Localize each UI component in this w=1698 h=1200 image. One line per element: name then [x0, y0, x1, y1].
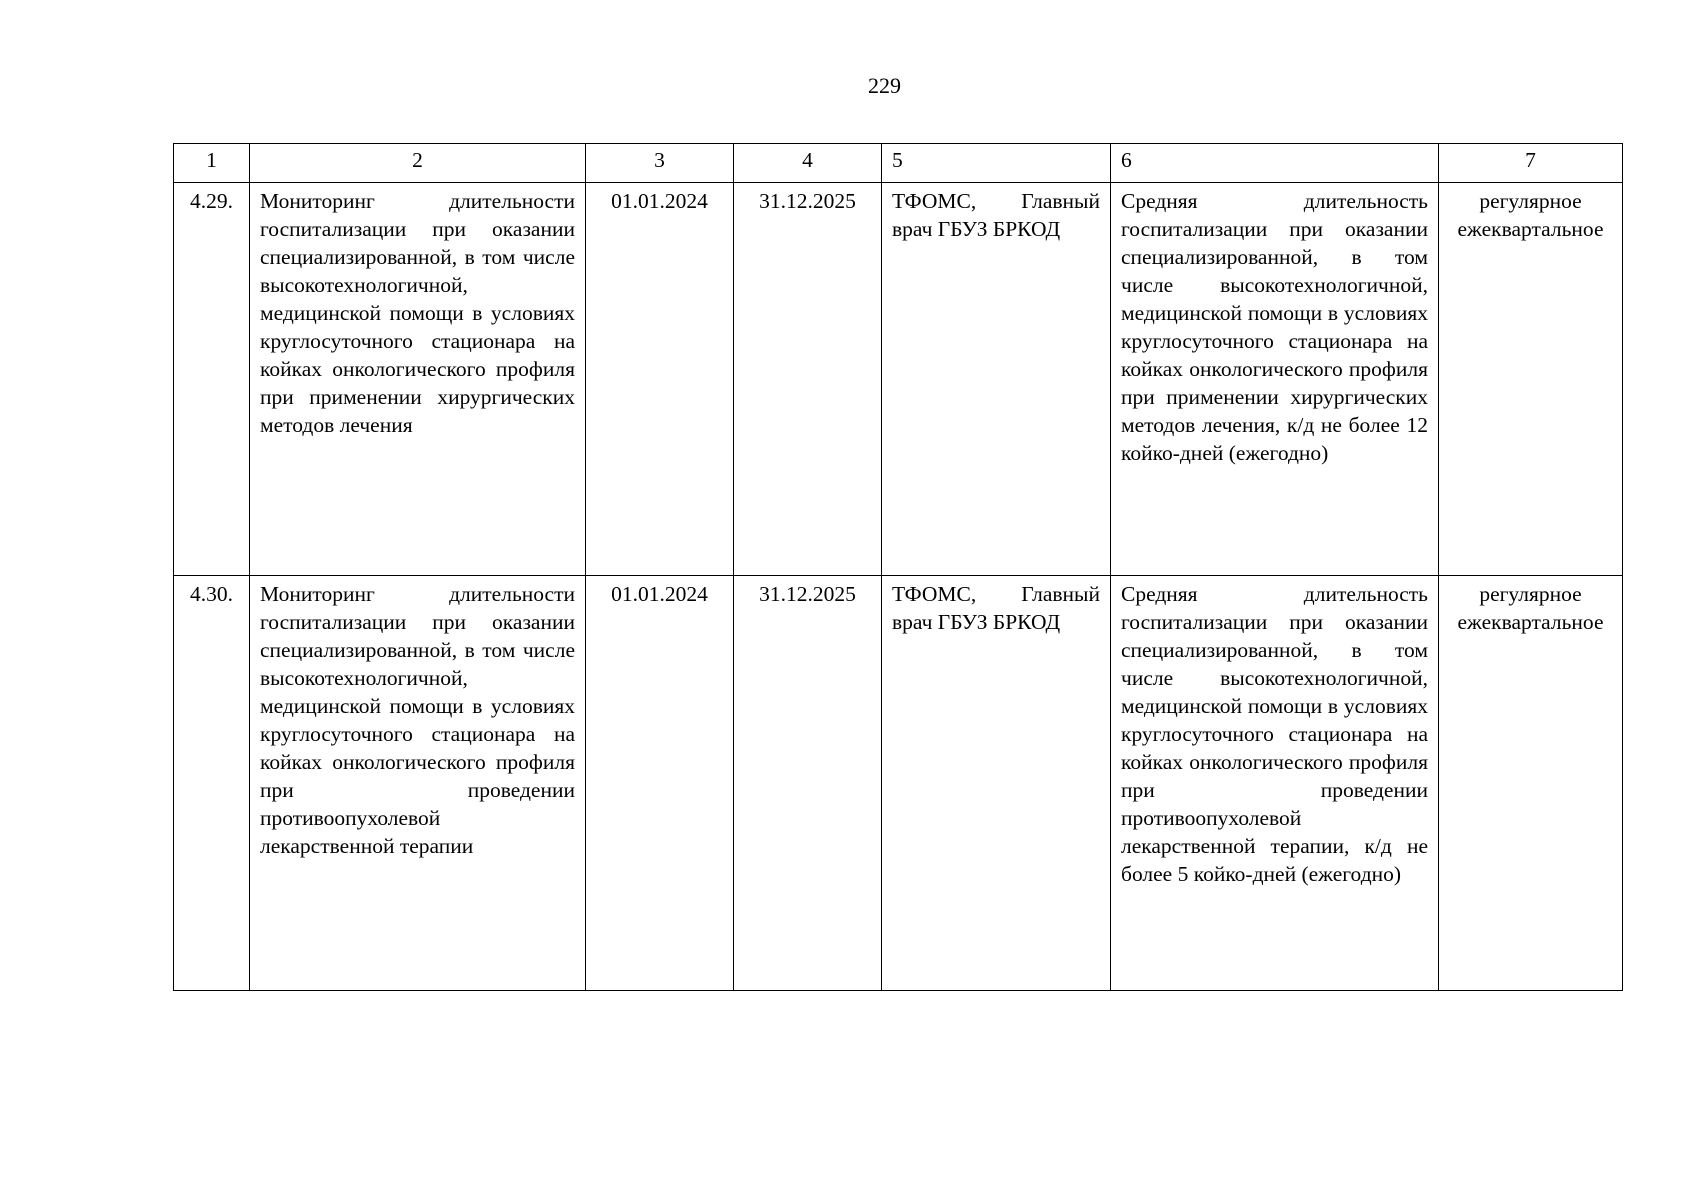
periodicity: регулярное ежеквартальное: [1439, 183, 1623, 576]
start-date: 01.01.2024: [586, 576, 734, 991]
page-number: 229: [868, 73, 901, 98]
row-number: 4.30.: [174, 576, 250, 991]
indicator: Средняя длительность госпитализации при оказании специализированной, в том числе высокотехнологичной, медицинской помощи в условиях круглосуточного стационара на койках онкологического профиля при проведении противоопухолевой лекарственной терапии, к/д не более 5 койко-дней (ежегодно): [1111, 576, 1439, 991]
table-row: [174, 576, 1623, 991]
header-cell-7: 7: [1439, 144, 1623, 183]
measure-name: Мониторинг длительности госпитализации при оказании специализированной, в том числе высокотехнологичной, медицинской помощи в условиях круглосуточного стационара на койках онкологического профиля при применении хирургических методов лечения: [250, 183, 586, 576]
periodicity: регулярное ежеквартальное: [1439, 576, 1623, 991]
end-date: 31.12.2025: [734, 183, 882, 576]
start-date: 01.01.2024: [586, 183, 734, 576]
header-cell-3: 3: [586, 144, 734, 183]
table-row: [174, 183, 1623, 576]
header-cell-1: 1: [174, 144, 250, 183]
header-row: [174, 144, 1623, 183]
plan-table: [173, 143, 1623, 991]
responsible: ТФОМС, Главный врач ГБУЗ БРКОД: [882, 576, 1111, 991]
header-cell-4: 4: [734, 144, 882, 183]
indicator: Средняя длительность госпитализации при оказании специализированной, в том числе высокотехнологичной, медицинской помощи в условиях круглосуточного стационара на койках онкологического профиля при применении хирургических методов лечения, к/д не более 12 койко-дней (ежегодно): [1111, 183, 1439, 576]
header-cell-5: 5: [882, 144, 1111, 183]
measure-name: Мониторинг длительности госпитализации при оказании специализированной, в том числе высокотехнологичной, медицинской помощи в условиях круглосуточного стационара на койках онкологического профиля при проведении противоопухолевой лекарственной терапии: [250, 576, 586, 991]
header-cell-2: 2: [250, 144, 586, 183]
end-date: 31.12.2025: [734, 576, 882, 991]
header-cell-6: 6: [1111, 144, 1439, 183]
row-number: 4.29.: [174, 183, 250, 576]
responsible: ТФОМС, Главный врач ГБУЗ БРКОД: [882, 183, 1111, 576]
